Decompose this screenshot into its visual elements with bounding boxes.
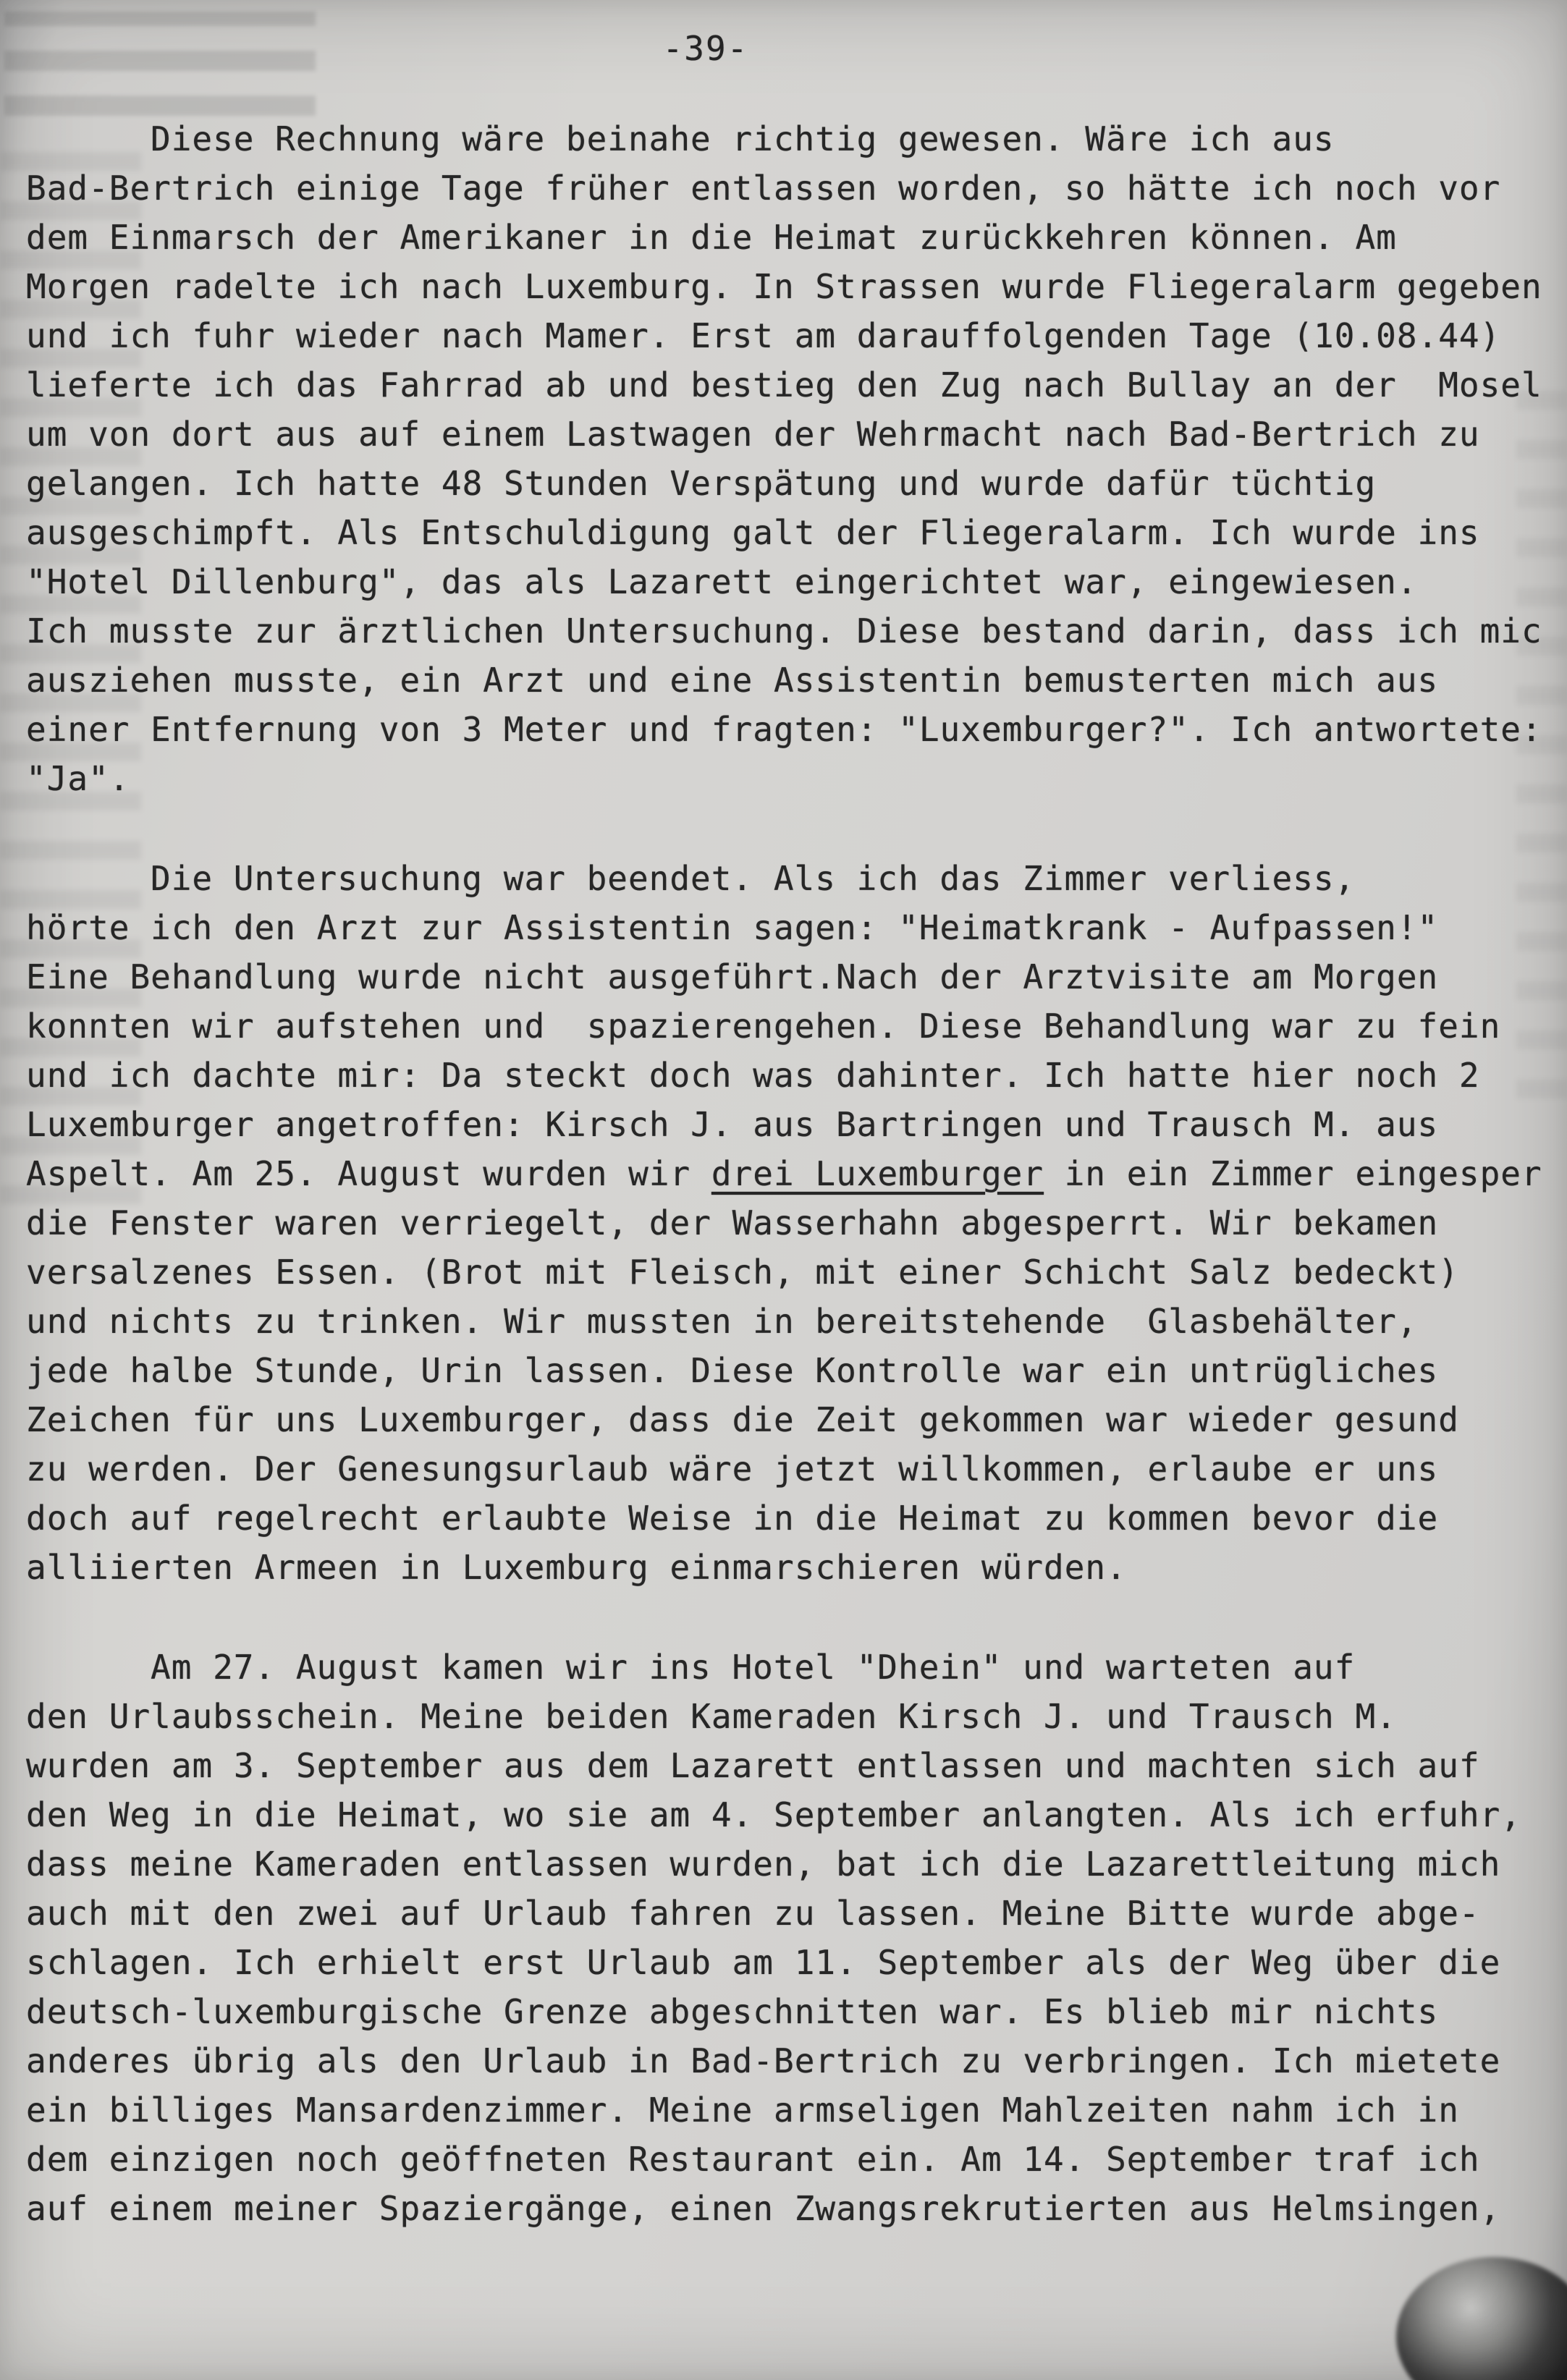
text-segment: ausziehen musste, ein Arzt und eine Assistentin bemusterten mich aus <box>26 661 1439 700</box>
text-line <box>26 952 1564 1001</box>
text-line <box>26 854 1564 903</box>
text-line <box>26 656 1564 705</box>
text-segment: dass meine Kameraden entlassen wurden, bat ich die Lazarettleitung mich <box>26 1845 1501 1884</box>
text-line <box>26 213 1564 262</box>
text-line <box>26 508 1564 557</box>
text-segment: Diese Rechnung wäre beinahe richtig gewesen. Wäre ich aus <box>151 119 1335 158</box>
paragraph <box>26 854 1564 1592</box>
text-segment: auch mit den zwei auf Urlaub fahren zu lassen. Meine Bitte wurde abge- <box>26 1894 1480 1933</box>
text-line <box>26 1494 1564 1543</box>
text-line <box>26 262 1564 311</box>
text-segment: doch auf regelrecht erlaubte Weise in die Heimat zu kommen bevor die <box>26 1499 1439 1538</box>
text-segment: um von dort aus auf einem Lastwagen der Wehrmacht nach Bad-Bertrich zu <box>26 415 1480 454</box>
text-line <box>26 557 1564 606</box>
text-segment: und nichts zu trinken. Wir mussten in bereitstehende Glasbehälter, <box>26 1302 1418 1341</box>
text-segment: Am 27. August kamen wir ins Hotel "Dhein" und warteten auf <box>151 1648 1356 1687</box>
text-segment: zu werden. Der Genesungsurlaub wäre jetzt willkommen, erlaube er uns <box>26 1449 1439 1488</box>
text-line <box>26 410 1564 459</box>
text-line <box>26 2135 1564 2184</box>
text-segment: den Weg in die Heimat, wo sie am 4. September anlangten. Als ich erfuhr, <box>26 1795 1521 1834</box>
document-body <box>26 114 1564 2233</box>
text-segment: deutsch-luxemburgische Grenze abgeschnitten war. Es blieb mir nichts <box>26 1992 1439 2031</box>
text-segment: ein billiges Mansardenzimmer. Meine armseligen Mahlzeiten nahm ich in <box>26 2091 1459 2130</box>
text-segment: konnten wir aufstehen und spazierengehen. Diese Behandlung war zu fein <box>26 1007 1501 1046</box>
text-segment: dem Einmarsch der Amerikaner in die Heimat zurückkehren können. Am <box>26 218 1397 257</box>
text-line <box>26 1248 1564 1297</box>
text-segment: "Hotel Dillenburg", das als Lazarett eingerichtet war, eingewiesen. <box>26 562 1418 601</box>
text-segment: auf einem meiner Spaziergänge, einen Zwangsrekrutierten aus Helmsingen, <box>26 2189 1501 2228</box>
paragraph <box>26 1643 1564 2233</box>
text-line <box>26 1790 1564 1839</box>
text-segment: wurden am 3. September aus dem Lazarett entlassen und machten sich auf <box>26 1746 1480 1785</box>
text-segment: hörte ich den Arzt zur Assistentin sagen: "Heimatkrank - Aufpassen!" <box>26 908 1439 947</box>
text-segment: "Ja". <box>26 759 130 798</box>
text-line <box>26 1297 1564 1346</box>
text-line <box>26 114 1564 164</box>
text-segment: Die Untersuchung war beendet. Als ich das Zimmer verliess, <box>151 859 1356 898</box>
text-segment: jede halbe Stunde, Urin lassen. Diese Kontrolle war ein untrügliches <box>26 1351 1439 1390</box>
text-segment: und ich fuhr wieder nach Mamer. Erst am darauffolgenden Tage (10.08.44) <box>26 316 1501 355</box>
text-segment: dem einzigen noch geöffneten Restaurant ein. Am 14. September traf ich <box>26 2140 1480 2179</box>
text-line <box>26 311 1564 360</box>
text-segment: in ein Zimmer eingesper <box>1044 1154 1542 1193</box>
text-line <box>26 606 1564 656</box>
text-line <box>26 1395 1564 1444</box>
text-line <box>26 705 1564 754</box>
text-segment: die Fenster waren verriegelt, der Wasserhahn abgesperrt. Wir bekamen <box>26 1203 1439 1242</box>
text-line <box>26 1543 1564 1592</box>
text-segment: einer Entfernung von 3 Meter und fragten: "Luxemburger?". Ich antwortete: <box>26 710 1542 749</box>
text-segment: Ich musste zur ärztlichen Untersuchung. Diese bestand darin, dass ich mic <box>26 611 1542 651</box>
text-segment: Bad-Bertrich einige Tage früher entlassen worden, so hätte ich noch vor <box>26 169 1501 208</box>
text-line <box>26 1938 1564 1987</box>
text-segment: den Urlaubsschein. Meine beiden Kameraden Kirsch J. und Trausch M. <box>26 1697 1397 1736</box>
text-line <box>26 2085 1564 2135</box>
text-line <box>26 1987 1564 2036</box>
text-segment: und ich dachte mir: Da steckt doch was dahinter. Ich hatte hier noch 2 <box>26 1056 1480 1095</box>
text-segment: gelangen. Ich hatte 48 Stunden Verspätung und wurde dafür tüchtig <box>26 464 1377 503</box>
text-line <box>26 754 1564 803</box>
text-line <box>26 459 1564 508</box>
text-line <box>26 1001 1564 1051</box>
text-segment: alliierten Armeen in Luxemburg einmarschieren würden. <box>26 1548 1127 1587</box>
text-line <box>26 1889 1564 1938</box>
text-segment: Morgen radelte ich nach Luxemburg. In Strassen wurde Fliegeralarm gegeben <box>26 267 1542 306</box>
text-segment: versalzenes Essen. (Brot mit Fleisch, mit einer Schicht Salz bedeckt) <box>26 1253 1459 1292</box>
text-line <box>26 1051 1564 1100</box>
text-line <box>26 1692 1564 1741</box>
text-segment: Luxemburger angetroffen: Kirsch J. aus Bartringen und Trausch M. aus <box>26 1105 1439 1144</box>
text-line <box>26 1741 1564 1790</box>
text-segment: Eine Behandlung wurde nicht ausgeführt.Nach der Arztvisite am Morgen <box>26 957 1439 996</box>
text-line <box>26 2184 1564 2233</box>
text-line <box>26 360 1564 410</box>
text-segment: Aspelt. Am 25. August wurden wir <box>26 1154 711 1193</box>
text-line <box>26 1149 1564 1198</box>
text-segment: Zeichen für uns Luxemburger, dass die Zeit gekommen war wieder gesund <box>26 1400 1459 1439</box>
text-line <box>26 1346 1564 1395</box>
text-line <box>26 2036 1564 2085</box>
text-segment: schlagen. Ich erhielt erst Urlaub am 11. September als der Weg über die <box>26 1943 1501 1982</box>
text-line <box>26 1100 1564 1149</box>
text-segment: ausgeschimpft. Als Entschuldigung galt der Fliegeralarm. Ich wurde ins <box>26 513 1480 552</box>
text-line <box>26 1643 1564 1692</box>
text-line <box>26 164 1564 213</box>
scan-corner-artifact <box>1396 2257 1567 2380</box>
underlined-text: drei Luxemburger <box>711 1154 1044 1193</box>
text-segment: lieferte ich das Fahrrad ab und bestieg den Zug nach Bullay an der Mosel <box>26 365 1542 405</box>
text-line <box>26 903 1564 952</box>
text-segment: anderes übrig als den Urlaub in Bad-Bertrich zu verbringen. Ich mietete <box>26 2041 1501 2080</box>
page-number: -39- <box>662 29 749 68</box>
paragraph <box>26 114 1564 803</box>
text-line <box>26 1444 1564 1494</box>
text-line <box>26 1198 1564 1248</box>
text-line <box>26 1839 1564 1889</box>
